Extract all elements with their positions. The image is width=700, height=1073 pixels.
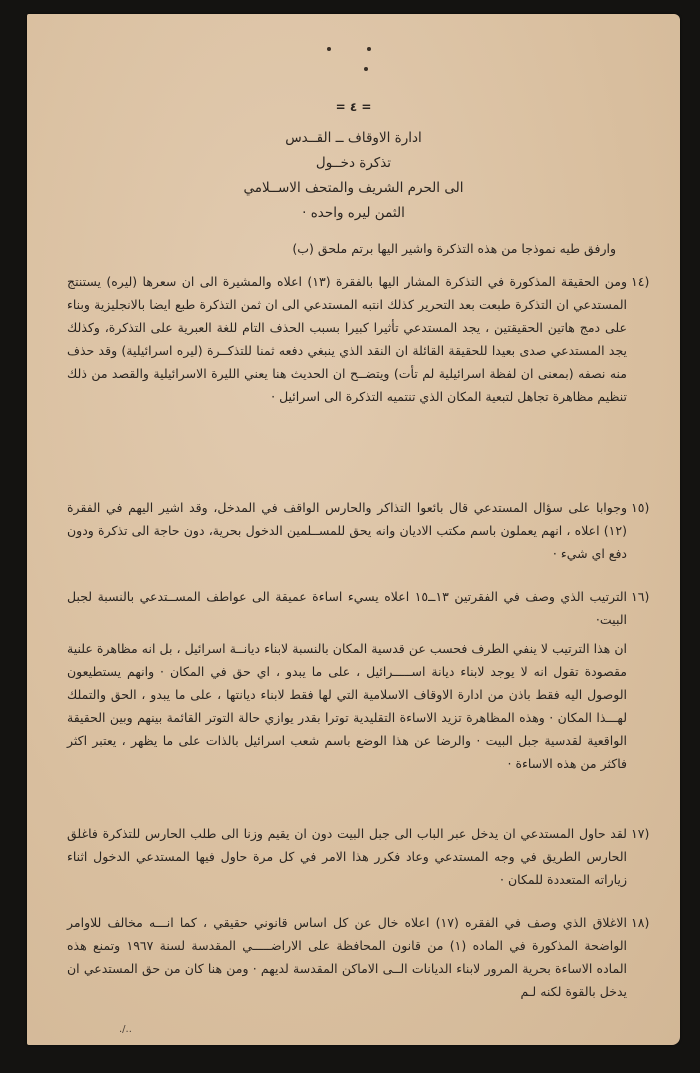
paragraph-17 bbox=[67, 822, 650, 891]
header-line-ticket: تذكرة دخــول bbox=[315, 155, 392, 171]
document-page bbox=[27, 14, 680, 1045]
header-line-authority: ادارة الاوقاف ــ القــدس bbox=[285, 130, 422, 146]
staple-hole bbox=[364, 67, 368, 71]
paragraph-text: الاغلاق الذي وصف في الفقره (١٧) اعلاه خال عن كل اساس قانوني حقيقي ، كما انـــه مخالف للاوامر الواضحة المذكورة في الماده (١) من قانون المحافظة على الاراضـــــي المقدسة لسنة ١٩٦٧ وتمنع هذه الماده الاساءة بحرية المرور لابناء الديانات الــى الاماكن المقدسة لديهم · ومن هنا كان من حق المستدعي ان يدخل بالقوة لكنه لـم bbox=[67, 915, 627, 999]
header-line-destination: الى الحرم الشريف والمتحف الاســلامي bbox=[243, 180, 464, 196]
paragraph-text: الترتيب الذي وصف في الفقرتين ١٣ــ١٥ اعلاه يسيء اساءة عميقة الى عواطف المســتدعي بالنسبة لجبل البيت· bbox=[67, 589, 627, 627]
header-line-price: الثمن ليره واحده · bbox=[302, 205, 405, 221]
paragraph-number: (١٤ bbox=[631, 274, 650, 289]
paragraph-text: ومن الحقيقة المذكورة في التذكرة المشار اليها بالفقرة (١٣) اعلاه والمشيرة الى ان سعرها (ليره) يستنتج المستدعي ان التذكرة طبعت بعد التحرير كذلك انتبه المستدعي الى ان ثمن التذكرة طبع ايضا بالانجليزية وبناء على دمج هاتين الحقيقتين ، يجد المستدعي تأثيرا كبيرا بسبب الحذف التام للغة العبرية على التذكرة، وكذلك يجد المستدعي صدى بعيدا للحقيقة القائلة ان النقد الذي ينبغي دفعه ثمنا للتذكــرة (ليره اسرائيلية) وقد حذف منه نصفه (بمعنى ان لفظة اسرائيلية لم تأت) ويتضــح ان الحديث هنا يعني الليرة الاسرائيلية والقصد من ذلك تنظيم مظاهرة تجاهل لتبعية المكان الذي تنتميه التذكرة الى اسرائيل · bbox=[67, 274, 627, 404]
page-number: = ٤ = bbox=[335, 100, 372, 114]
paragraph-number: (١٧ bbox=[631, 826, 650, 841]
paragraph-text: ان هذا الترتيب لا ينفي الطرف فحسب عن قدسية المكان بالنسبة لابناء ديانــة اسرائيل ، بل انه مظاهرة علنية مقصودة تقول انه لا يوجد لابناء ديانة اســـــرائيل ، على ما يبدو ، اي حق في المكان · وانهم يستطيعون الوصول اليه فقط باذن من ادارة الاوقاف الاسلامية التي لها فقط لابناء ديانتها ، على ما يبدو ، الحق والتملك لهـــذا المكان · وهذه المظاهرة تزيد الاساءة التقليدية توترا بقدر يوازي حالة التوتر القائمة بينهم وبين الحقيقة الواقعية لقدسية جبل البيت · والرضا عن هذا الوضع باسم شعب اسرائيل بالذات على ما يظهر ، يعتبر اكثر فاكثر من هذه الاساءة · bbox=[67, 641, 627, 771]
continuation-marker: ./.. bbox=[119, 1024, 132, 1035]
paragraph-16-continued bbox=[67, 637, 627, 775]
staple-hole bbox=[327, 47, 331, 51]
ticket-header bbox=[27, 126, 680, 226]
paragraph-14 bbox=[67, 270, 650, 408]
annex-note: وارفق طيه نموذجا من هذه التذكرة واشير اليها برتم ملحق (ب) bbox=[292, 241, 616, 256]
paragraph-text: وجوابا على سؤال المستدعي قال بائعوا التذاكر والحارس الواقف في المدخل، وقد اشير اليهم في الفقرة (١٢) اعلاه ، انهم يعملون باسم مكتب الاديان وانه يحق للمســلمين الدخول بحرية، دون حاجة الى تذكرة ودون دفع اي شيء · bbox=[67, 500, 627, 561]
paragraph-number: (١٨ bbox=[631, 915, 650, 930]
paragraph-number: (١٦ bbox=[631, 589, 650, 604]
paragraph-16 bbox=[67, 585, 650, 631]
staple-hole bbox=[367, 47, 371, 51]
paragraph-text: لقد حاول المستدعي ان يدخل عبر الباب الى جبل البيت دون ان يقيم وزنا الى طلب الحارس للتذكرة فاغلق الحارس الطريق في وجه المستدعي وعاد فكرر هذا الامر في كل مرة حاول فيها المستدعي الدخول اثناء زياراته المتعددة للمكان · bbox=[67, 826, 627, 887]
paragraph-15 bbox=[67, 496, 650, 565]
paragraph-number: (١٥ bbox=[631, 500, 650, 515]
paragraph-18 bbox=[67, 911, 650, 1003]
